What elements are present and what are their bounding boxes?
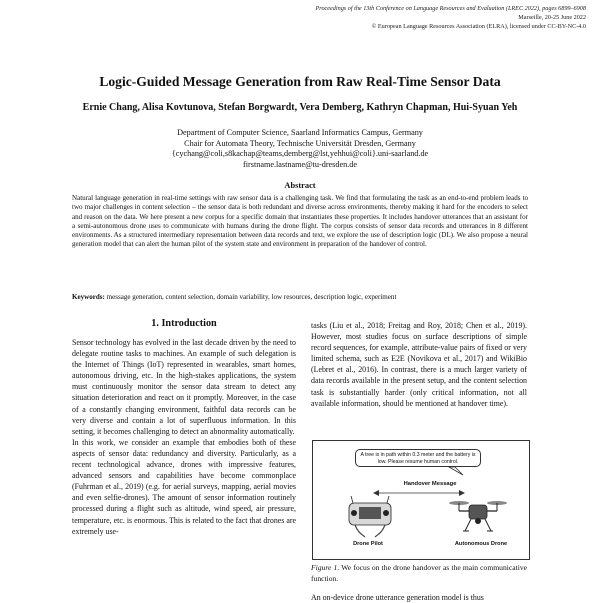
intro-paragraph-1: Sensor technology has evolved in the last decade driven by the need to delegate routine tasks to machines. An example of such delegation is the Internet of Things (IoT) represented in wearables, smart homes, autonomous driving, etc. In the high-stakes applications, the system must continuously monitor the sensor data stream to detect any situation deterioration and react on it promptly. Moreover, in the case of a constantly changing environment, faithful data records can be very diverse and contain a lot of superfluous information. In this setting, it becomes challenging to detect an abnormality automatically.: [72, 338, 296, 436]
header-line-1: Proceedings of the 13th Conference on Language Resources and Evaluation (LREC 2022), pages 6899–6908: [315, 5, 586, 12]
paper-title: Logic-Guided Message Generation from Raw Real-Time Sensor Data: [99, 74, 501, 89]
figure-caption: [311, 563, 527, 584]
section-heading-introduction: 1. Introduction: [151, 318, 217, 329]
affiliation-emails-2: firstname.lastname@tu-dresden.de: [243, 159, 357, 169]
autonomous-drone-label: Autonomous Drone: [454, 541, 508, 547]
right-column: [311, 320, 527, 409]
arrow-head-right-icon: [459, 490, 465, 496]
abstract-text: Natural language generation in real-time settings with raw sensor data is a challenging task. We find that formulating the task as an end-to-end problem leads to two major challenges in content selection – the sensor data is both redundant and diverse across environments, thereby making it hard for the encoders to select and reason on the data. We here present a new corpus for a specific domain that instantiates these properties. It includes handover utterances that an assistant for a semi-autonomous drone uses to communicate with humans during the drone flight. The corpus consists of sensor data records and utterances in 8 different environments. As a structured intermediary representation between data records and text, we explore the use of description logic (DL). We also propose a neural generation model that can alert the human pilot of the system state and environment in preparation of the handover of control.: [72, 194, 528, 249]
author-list: Ernie Chang, Alisa Kovtunova, Stefan Borgwardt, Vera Demberg, Kathryn Chapman, Hui-Syuan Yeh: [82, 102, 518, 113]
speech-bubble: A tree is in path within 0.3 meter and the battery is low. Please resume human control.: [355, 449, 481, 467]
intro-paragraph-3: tasks (Liu et al., 2018; Freitag and Roy, 2018; Chen et al., 2019). However, most studies focus on surface descriptions of simple record sequences, for example, attribute-value pairs of fixed or very limited schema, such as E2E (Novikova et al., 2017) and WikiBio (Lebret et al., 2016). In contrast, there is a much larger variety of data records available in the present setup, and the content selection task is substantially harder (only critical information, not all available information, should be mentioned at handover time).: [311, 321, 527, 408]
handover-message-label: Handover Message: [403, 481, 457, 487]
figure-caption-label: Figure 1.: [311, 563, 340, 572]
figure-caption-text: We focus on the drone handover as the main communicative function.: [311, 563, 527, 583]
affiliation-emails-1: {cychang@coli,s8kachap@teams,demberg@lst,yehhui@coli}.uni-saarland.de: [171, 149, 429, 158]
intro-paragraph-4-start: An on-device drone utterance generation model is thus: [311, 593, 484, 602]
header-line-2: Marseille, 20-25 June 2022: [518, 14, 586, 21]
bubble-tail: [449, 467, 463, 475]
arrow-head-left-icon: [373, 490, 379, 496]
remote-controller-icon: [349, 496, 391, 537]
keywords: [72, 293, 528, 302]
drone-icon: [449, 501, 507, 531]
keywords-label: Keywords:: [72, 293, 105, 301]
intro-paragraph-2: In this work, we consider an example that embodies both of these aspects of sensor data: redundancy and diversity. Particularly, as a recent technological advance, drones with impressive features, advanced sensors and capabilities have become commonplace (Fuhrman et al., 2019) (e.g. for aerial surveys, mapping, aerial movies and even selfie-drones). The amount of sensor information routinely processed during a flight such as altitude, wind speed, air pressure, temperature, etc. is enormous. This is related to the fact that drones are extremely use-: [72, 437, 296, 536]
drone-pilot-label: Drone Pilot: [353, 541, 383, 547]
proceedings-header: [256, 4, 586, 31]
affiliation-1: Department of Computer Science, Saarland Informatics Campus, Germany: [177, 128, 423, 137]
affiliation-2: Chair for Automata Theory, Technische Universität Dresden, Germany: [184, 138, 416, 148]
figure-1: [312, 440, 530, 560]
header-line-3: © European Language Resources Association (ELRA), licensed under CC-BY-NC-4.0: [371, 23, 586, 30]
keywords-text: message generation, content selection, domain variability, low resources, description logic, experiment: [106, 293, 397, 301]
affiliations: [60, 128, 540, 170]
left-column: [72, 337, 296, 537]
abstract-heading: Abstract: [284, 181, 316, 190]
